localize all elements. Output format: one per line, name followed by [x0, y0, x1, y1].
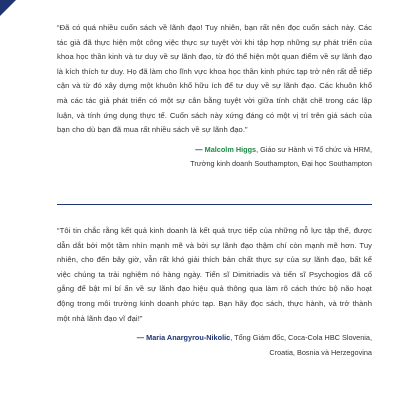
- quote-attribution: [57, 143, 372, 172]
- attribution-dash: —: [136, 333, 145, 343]
- endorsement-quote-1: [57, 21, 372, 172]
- author-role: , Tổng Giám đốc, Coca-Cola HBC Slovenia,: [230, 333, 372, 343]
- author-name: Maria Anargyrou-Nikolic: [146, 333, 231, 343]
- attribution-dash: —: [195, 144, 203, 154]
- author-affiliation: Croatia, Bosnia và Herzegovina: [269, 347, 372, 357]
- quote-attribution: [57, 331, 372, 360]
- endorsement-quote-2: [57, 224, 372, 360]
- quote-text: “Đã có quá nhiều cuốn sách về lãnh đạo! Tuy nhiên, bạn rất nên đọc cuốn sách này. Các tác giả đã thực hiện một công việc thực sự tuyệt vời khi tập hợp những sự phát triển của khoa học thần kinh và tư duy về sự lãnh đạo, từ đó thể hiện một quan điểm về sự lãnh đạo là kích thích tư duy. Họ đã làm cho lĩnh vực khoa học thần kinh phức tạp trở nên rất dễ tiếp cận và từ đó xây dựng một khuôn khổ hữu ích để tư duy về sự lãnh đạo. Các khuôn khổ mà các tác giả phát triển có một sự cân bằng tuyệt vời giữa tính chặt chẽ trong các lập luận, và tính ứng dụng thực tế. Cuốn sách này xứng đáng có một vị trí trên giá sách của bạn cho dù bạn đã mua rất nhiều sách về sự lãnh đạo.”: [57, 23, 372, 135]
- quote-text: “Tôi tin chắc rằng kết quả kinh doanh là kết quả trực tiếp của những nỗ lực tập thể, được dẫn dắt bởi một tầm nhìn mạnh mẽ và bởi sự lãnh đạo thậm chí còn mạnh mẽ hơn. Tuy nhiên, cho đến bây giờ, vẫn rất khó giải thích bản chất thực sự của sự lãnh đạo, bất kể việc chúng ta trải nghiệm nó hàng ngày. Tiến sĩ Dimitriadis và tiến sĩ Psychogios đã cố gắng để bật mí bí ẩn về sự lãnh đạo hiệu quả thông qua làm rõ cách thức bộ não hoạt động trong môi trường kinh doanh phức tạp. Bạn hãy đọc sách, thực hành, và trở thành một nhà lãnh đạo vĩ đại!”: [57, 226, 372, 323]
- author-name: Malcolm Higgs: [204, 144, 257, 154]
- corner-mark-icon: [0, 0, 16, 16]
- author-role: , Giáo sư Hành vi Tổ chức và HRM,: [256, 144, 372, 154]
- author-affiliation: Trường kinh doanh Southampton, Đại học Southampton: [190, 159, 372, 169]
- section-divider: [57, 204, 372, 205]
